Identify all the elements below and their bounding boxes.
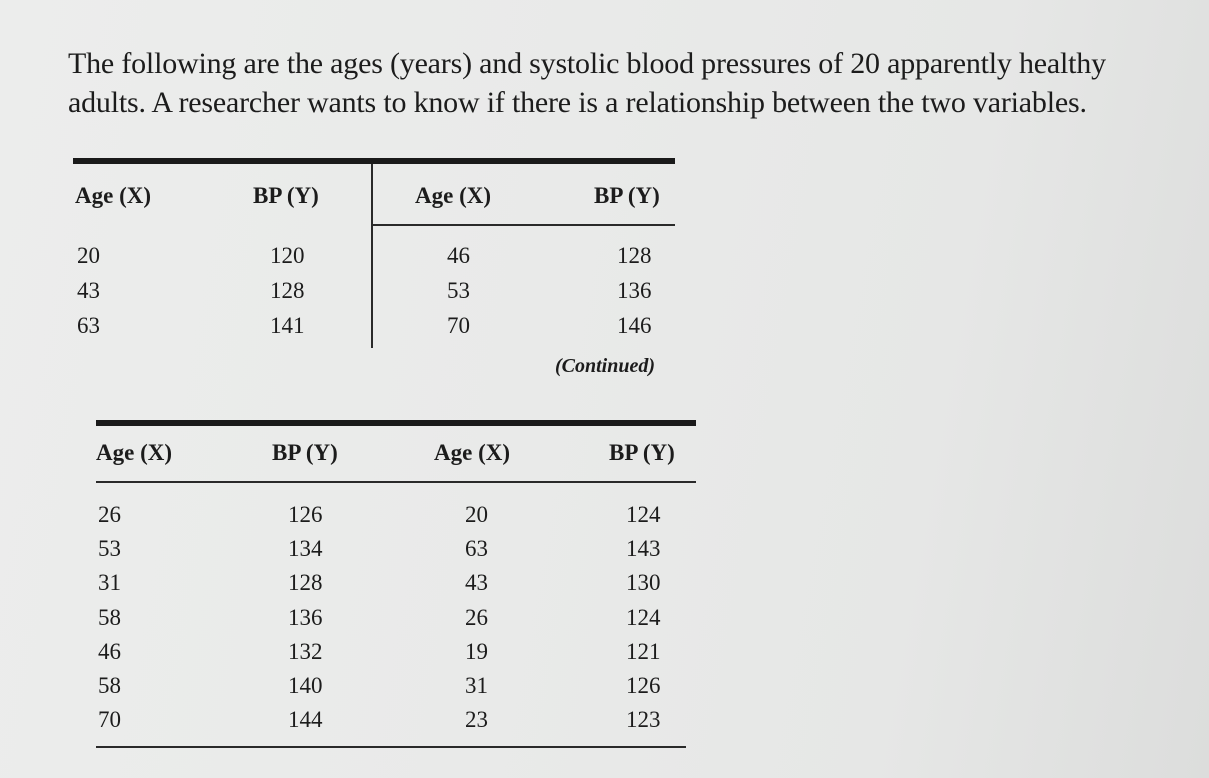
bp-cell: 128 [270, 278, 305, 303]
column-header-age-x: Age (X) [75, 183, 151, 208]
table-top-rule [73, 158, 675, 164]
bp-cell: 128 [288, 570, 323, 595]
age-cell: 31 [465, 673, 488, 698]
data-table-part-2 [96, 420, 696, 755]
bp-cell: 130 [626, 570, 661, 595]
age-cell: 46 [98, 639, 121, 664]
bp-cell: 136 [288, 605, 323, 630]
age-cell: 70 [447, 313, 470, 338]
header-rule [373, 224, 675, 226]
age-cell: 46 [447, 243, 470, 268]
age-cell: 58 [98, 605, 121, 630]
age-cell: 63 [465, 536, 488, 561]
continued-note: (Continued) [555, 355, 656, 377]
bp-cell: 128 [617, 243, 652, 268]
age-cell: 53 [98, 536, 121, 561]
bp-cell: 132 [288, 639, 323, 664]
column-header-age-x: Age (X) [415, 183, 491, 208]
header-rule [96, 481, 696, 483]
bp-cell: 120 [270, 243, 305, 268]
bp-cell: 144 [288, 707, 323, 732]
bp-cell: 146 [617, 313, 652, 338]
column-header-age-x: Age (X) [434, 440, 510, 465]
bp-cell: 136 [617, 278, 652, 303]
bp-cell: 141 [270, 313, 305, 338]
age-cell: 26 [465, 605, 488, 630]
column-divider [371, 164, 373, 348]
bp-cell: 143 [626, 536, 661, 561]
table-bottom-rule [96, 746, 686, 748]
age-cell: 43 [465, 570, 488, 595]
column-header-bp-y: BP (Y) [253, 183, 319, 208]
age-cell: 70 [98, 707, 121, 732]
bp-cell: 124 [626, 502, 661, 527]
bp-cell: 134 [288, 536, 323, 561]
bp-cell: 124 [626, 605, 661, 630]
age-cell: 53 [447, 278, 470, 303]
bp-cell: 121 [626, 639, 661, 664]
bp-cell: 126 [288, 502, 323, 527]
problem-statement: The following are the ages (years) and systolic blood pressures of 20 apparently healthy adults. A researcher wants to know if there is a relationship between the two variables. [68, 47, 1106, 119]
column-header-bp-y: BP (Y) [594, 183, 660, 208]
column-header-age-x: Age (X) [96, 440, 172, 465]
bp-cell: 123 [626, 707, 661, 732]
table-top-rule [96, 420, 696, 426]
age-cell: 20 [465, 502, 488, 527]
age-cell: 43 [77, 278, 100, 303]
age-cell: 20 [77, 243, 100, 268]
age-cell: 31 [98, 570, 121, 595]
bp-cell: 126 [626, 673, 661, 698]
age-cell: 23 [465, 707, 488, 732]
age-cell: 63 [77, 313, 100, 338]
age-cell: 58 [98, 673, 121, 698]
column-header-bp-y: BP (Y) [272, 440, 338, 465]
bp-cell: 140 [288, 673, 323, 698]
data-table-part-1 [73, 158, 675, 358]
age-cell: 26 [98, 502, 121, 527]
age-cell: 19 [465, 639, 488, 664]
column-header-bp-y: BP (Y) [609, 440, 675, 465]
